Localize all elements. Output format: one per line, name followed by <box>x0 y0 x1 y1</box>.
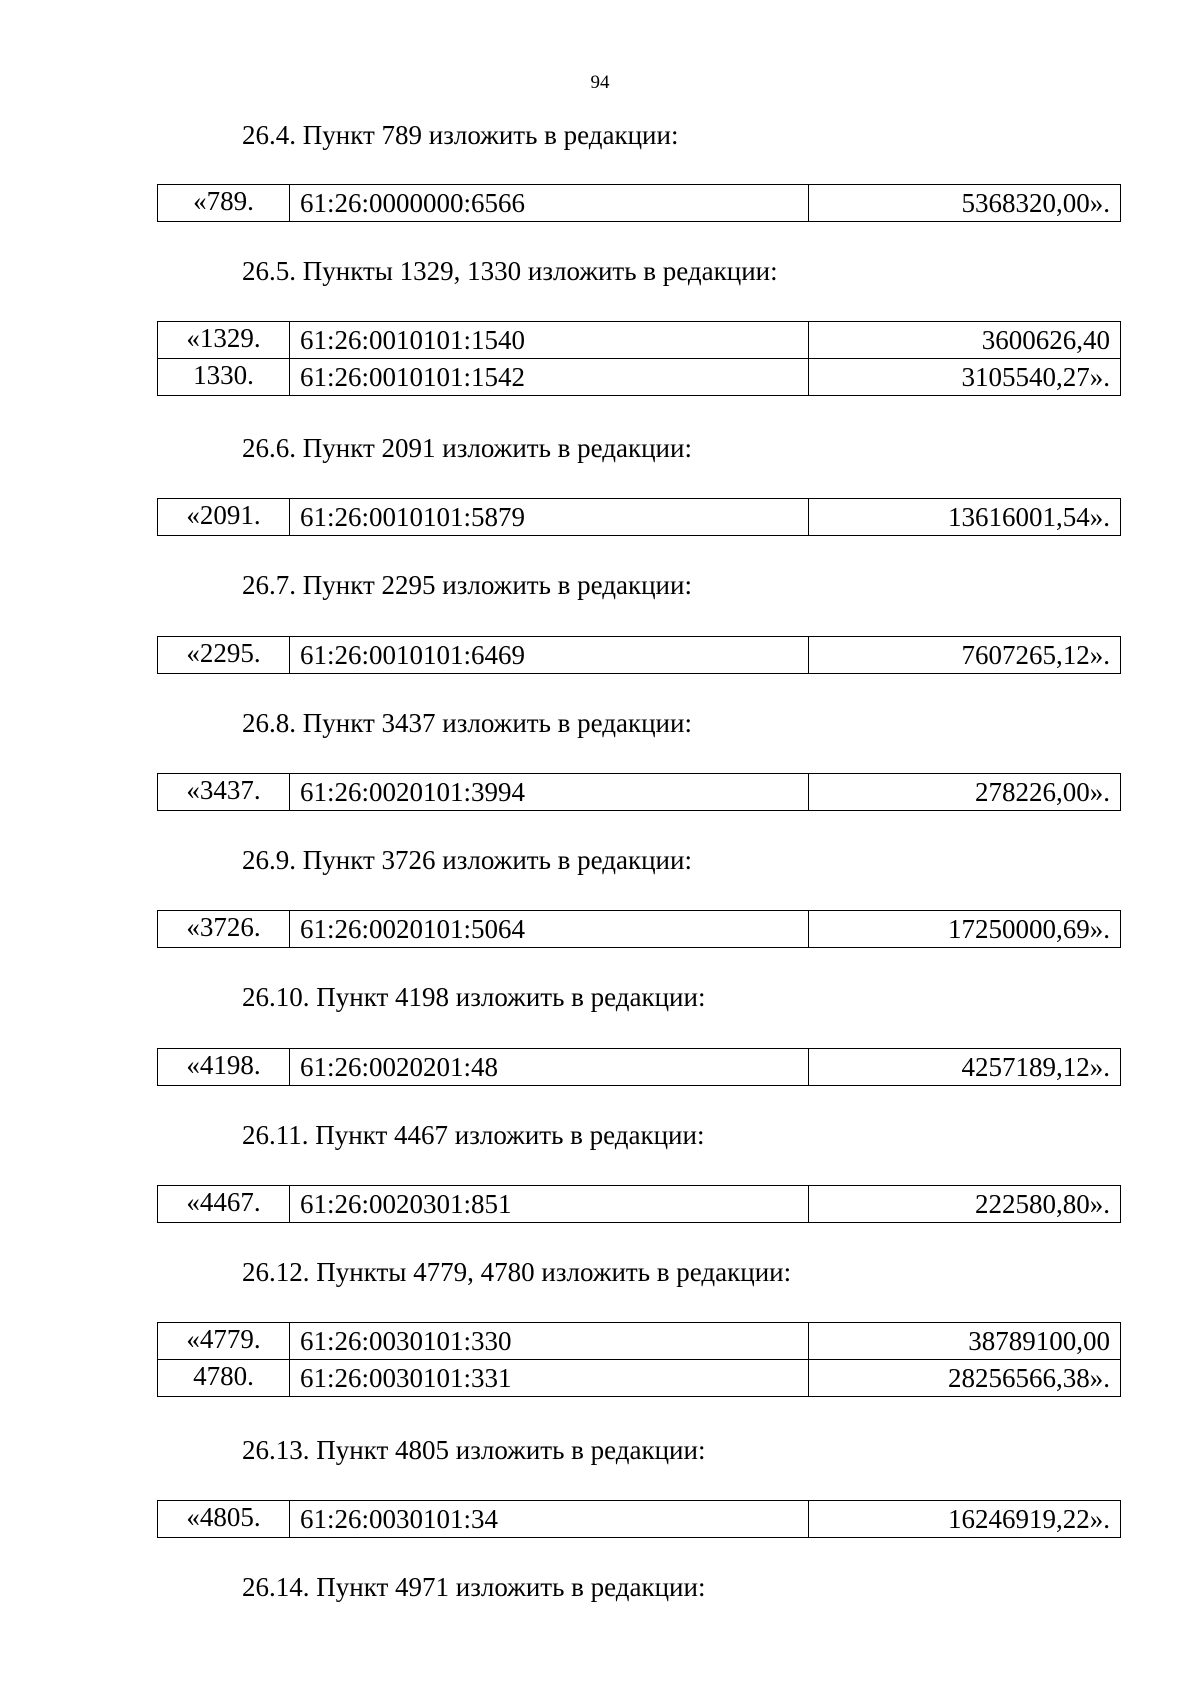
item-number-cell: 4780. <box>158 1360 290 1397</box>
value-cell: 7607265,12». <box>809 637 1121 674</box>
table-row <box>158 322 1121 359</box>
value-cell: 28256566,38». <box>809 1360 1121 1397</box>
section-heading: 26.5. Пункты 1329, 1330 изложить в редакции: <box>242 256 778 286</box>
cadastral-number-cell: 61:26:0020201:48 <box>290 1049 809 1086</box>
amendment-table <box>157 1500 1121 1538</box>
cadastral-number-cell: 61:26:0020101:3994 <box>290 774 809 811</box>
item-number-cell: «2295. <box>158 637 290 674</box>
amendment-table <box>157 773 1121 811</box>
item-number-cell: «4198. <box>158 1049 290 1086</box>
value-cell: 13616001,54». <box>809 499 1121 536</box>
section-heading: 26.6. Пункт 2091 изложить в редакции: <box>242 433 692 463</box>
table-row <box>158 185 1121 222</box>
value-cell: 278226,00». <box>809 774 1121 811</box>
cadastral-number-cell: 61:26:0030101:34 <box>290 1501 809 1538</box>
amendment-table <box>157 910 1121 948</box>
section-heading: 26.14. Пункт 4971 изложить в редакции: <box>242 1572 706 1602</box>
section-heading: 26.9. Пункт 3726 изложить в редакции: <box>242 845 692 875</box>
cadastral-number-cell: 61:26:0010101:6469 <box>290 637 809 674</box>
cadastral-number-cell: 61:26:0030101:331 <box>290 1360 809 1397</box>
amendment-table <box>157 1322 1121 1397</box>
table-row <box>158 1360 1121 1397</box>
value-cell: 4257189,12». <box>809 1049 1121 1086</box>
cadastral-number-cell: 61:26:0010101:5879 <box>290 499 809 536</box>
item-number-cell: «789. <box>158 185 290 222</box>
item-number-cell: «4467. <box>158 1186 290 1223</box>
cadastral-number-cell: 61:26:0000000:6566 <box>290 185 809 222</box>
value-cell: 3600626,40 <box>809 322 1121 359</box>
section-heading: 26.4. Пункт 789 изложить в редакции: <box>242 120 679 150</box>
cadastral-number-cell: 61:26:0030101:330 <box>290 1323 809 1360</box>
section-heading: 26.7. Пункт 2295 изложить в редакции: <box>242 570 692 600</box>
table-row <box>158 499 1121 536</box>
value-cell: 222580,80». <box>809 1186 1121 1223</box>
cadastral-number-cell: 61:26:0010101:1542 <box>290 359 809 396</box>
amendment-table <box>157 636 1121 674</box>
table-row <box>158 774 1121 811</box>
table-row <box>158 1049 1121 1086</box>
amendment-table <box>157 184 1121 222</box>
value-cell: 38789100,00 <box>809 1323 1121 1360</box>
table-row <box>158 637 1121 674</box>
amendment-table <box>157 1048 1121 1086</box>
section-heading: 26.10. Пункт 4198 изложить в редакции: <box>242 982 706 1012</box>
value-cell: 17250000,69». <box>809 911 1121 948</box>
section-heading: 26.13. Пункт 4805 изложить в редакции: <box>242 1435 706 1465</box>
item-number-cell: «4805. <box>158 1501 290 1538</box>
item-number-cell: 1330. <box>158 359 290 396</box>
section-heading: 26.12. Пункты 4779, 4780 изложить в редакции: <box>242 1257 792 1287</box>
item-number-cell: «2091. <box>158 499 290 536</box>
table-row <box>158 1323 1121 1360</box>
table-row <box>158 1501 1121 1538</box>
cadastral-number-cell: 61:26:0020301:851 <box>290 1186 809 1223</box>
section-heading: 26.8. Пункт 3437 изложить в редакции: <box>242 708 692 738</box>
table-row <box>158 1186 1121 1223</box>
item-number-cell: «3726. <box>158 911 290 948</box>
cadastral-number-cell: 61:26:0020101:5064 <box>290 911 809 948</box>
item-number-cell: «1329. <box>158 322 290 359</box>
item-number-cell: «3437. <box>158 774 290 811</box>
cadastral-number-cell: 61:26:0010101:1540 <box>290 322 809 359</box>
section-heading: 26.11. Пункт 4467 изложить в редакции: <box>242 1120 705 1150</box>
table-row <box>158 911 1121 948</box>
table-row <box>158 359 1121 396</box>
value-cell: 16246919,22». <box>809 1501 1121 1538</box>
value-cell: 5368320,00». <box>809 185 1121 222</box>
amendment-table <box>157 321 1121 396</box>
item-number-cell: «4779. <box>158 1323 290 1360</box>
amendment-table <box>157 498 1121 536</box>
value-cell: 3105540,27». <box>809 359 1121 396</box>
amendment-table <box>157 1185 1121 1223</box>
page-number: 94 <box>590 72 610 93</box>
